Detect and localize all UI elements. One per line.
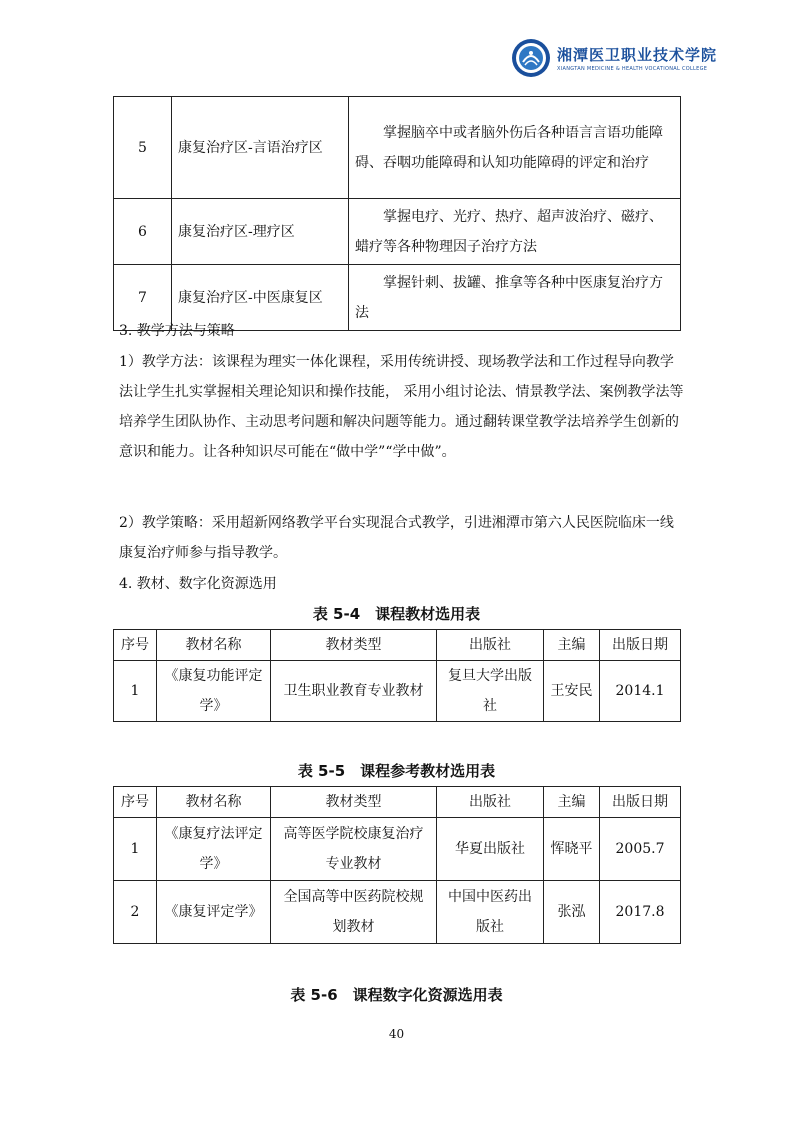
area-name: 康复治疗区-中医康复区 (172, 265, 349, 331)
table-cell: 《康复疗法评定学》 (157, 818, 271, 881)
textbook-table (113, 629, 681, 722)
logo-english-name: XIANGTAN MEDICINE & HEALTH VOCATIONAL COLLEGE (557, 66, 708, 72)
row-number: 5 (114, 97, 172, 199)
column-header: 出版日期 (600, 630, 681, 661)
table-header-row (114, 630, 681, 661)
table-cell: 2 (114, 881, 157, 944)
table-cell: 中国中医药出版社 (437, 881, 544, 944)
area-name: 康复治疗区-理疗区 (172, 199, 349, 265)
table-cell: 高等医学院校康复治疗专业教材 (271, 818, 437, 881)
area-description: 掌握电疗、光疗、热疗、超声波治疗、磁疗、蜡疗等各种物理因子治疗方法 (349, 199, 681, 265)
column-header: 教材类型 (271, 787, 437, 818)
table-row (114, 881, 681, 944)
table-cell: 《康复评定学》 (157, 881, 271, 944)
table-row (114, 661, 681, 722)
table-cell: 复旦大学出版社 (437, 661, 544, 722)
reference-textbook-table (113, 786, 681, 944)
table-cell: 1 (114, 818, 157, 881)
table-cell: 张泓 (544, 881, 600, 944)
table-cell: 卫生职业教育专业教材 (271, 661, 437, 722)
column-header: 主编 (544, 630, 600, 661)
column-header: 出版日期 (600, 787, 681, 818)
column-header: 教材类型 (271, 630, 437, 661)
training-area-table (113, 96, 681, 331)
table-cell: 恽晓平 (544, 818, 600, 881)
college-emblem-icon (511, 38, 551, 78)
section-4-title: 4. 教材、数字化资源选用 (119, 576, 277, 592)
area-description: 掌握针刺、拔罐、推拿等各种中医康复治疗方法 (349, 265, 681, 331)
column-header: 出版社 (437, 630, 544, 661)
table-cell: 全国高等中医药院校规划教材 (271, 881, 437, 944)
teaching-method-paragraph: 1）教学方法：该课程为理实一体化课程，采用传统讲授、现场教学法和工作过程导向教学法让学生扎实掌握相关理论知识和操作技能， 采用小组讨论法、情景教学法、案例教学法等培养学生团队协作、主动思考问题和解决问题等能力。通过翻转课堂教学法培养学生创新的意识和能力。让各种知识尽可能在“做中学”“学中做”。 (119, 354, 684, 460)
table-5-4-caption: 表 5-4 课程教材选用表 (312, 605, 481, 623)
table-5-5-caption: 表 5-5 课程参考教材选用表 (297, 762, 496, 780)
table-row (114, 199, 681, 265)
area-description: 掌握脑卒中或者脑外伤后各种语言言语功能障碍、吞咽功能障碍和认知功能障碍的评定和治疗 (349, 97, 681, 199)
section-3-title: 3. 教学方法与策略 (119, 323, 235, 339)
table-5-6-caption: 表 5-6 课程数字化资源选用表 (290, 986, 503, 1004)
teaching-strategy-paragraph: 2）教学策略：采用超新网络教学平台实现混合式教学，引进湘潭市第六人民医院临床一线康复治疗师参与指导教学。 (119, 515, 674, 561)
table-cell: 2014.1 (600, 661, 681, 722)
table-cell: 华夏出版社 (437, 818, 544, 881)
table-row (114, 818, 681, 881)
column-header: 序号 (114, 787, 157, 818)
table-cell: 2005.7 (600, 818, 681, 881)
table-header-row (114, 787, 681, 818)
table-row (114, 97, 681, 199)
row-number: 6 (114, 199, 172, 265)
logo-chinese-name: 湘潭医卫职业技术学院 (557, 46, 718, 64)
table-cell: 《康复功能评定学》 (157, 661, 271, 722)
column-header: 序号 (114, 630, 157, 661)
column-header: 教材名称 (157, 787, 271, 818)
table-cell: 2017.8 (600, 881, 681, 944)
college-logo (511, 38, 717, 78)
table-cell: 王安民 (544, 661, 600, 722)
table-cell: 1 (114, 661, 157, 722)
column-header: 教材名称 (157, 630, 271, 661)
page-number: 40 (388, 1027, 405, 1041)
area-name: 康复治疗区-言语治疗区 (172, 97, 349, 199)
row-number: 7 (114, 265, 172, 331)
column-header: 出版社 (437, 787, 544, 818)
column-header: 主编 (544, 787, 600, 818)
